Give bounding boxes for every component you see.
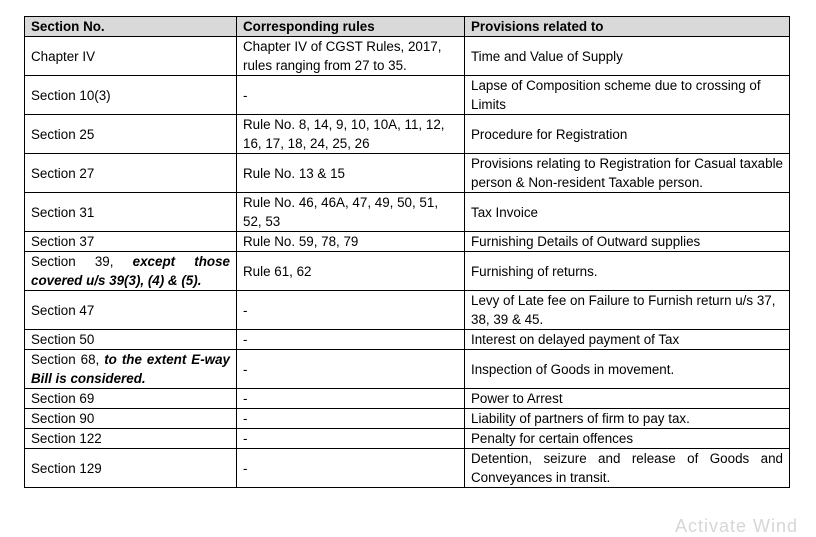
table-row bbox=[25, 76, 790, 115]
section-text: Section 129 bbox=[31, 460, 102, 476]
provisions-cell: Lapse of Composition scheme due to crossing of Limits bbox=[465, 76, 790, 115]
rules-cell: - bbox=[237, 330, 465, 350]
section-text: Section 39, bbox=[31, 254, 114, 269]
header-section-no: Section No. bbox=[25, 17, 237, 37]
section-cell bbox=[25, 154, 237, 193]
section-text: Section 27 bbox=[31, 165, 95, 181]
provisions-cell: Provisions relating to Registration for Casual taxable person & Non-resident Taxable person. bbox=[465, 154, 790, 193]
section-text: Section 90 bbox=[31, 411, 95, 426]
rules-cell: - bbox=[237, 449, 465, 488]
table-row bbox=[25, 409, 790, 429]
table-row bbox=[25, 37, 790, 76]
table-row bbox=[25, 115, 790, 154]
section-qualifier: to the extent E-way Bill is considered. bbox=[31, 352, 230, 386]
table-body bbox=[25, 37, 790, 488]
table-row bbox=[25, 449, 790, 488]
provisions-cell: Procedure for Registration bbox=[465, 115, 790, 154]
section-qualifier: except those covered u/s 39(3), (4) & (5). bbox=[31, 254, 230, 288]
header-row bbox=[25, 17, 790, 37]
section-text: Section 31 bbox=[31, 204, 95, 220]
table-row bbox=[25, 389, 790, 409]
rules-cell: Rule No. 59, 78, 79 bbox=[237, 232, 465, 252]
rules-cell: Rule 61, 62 bbox=[237, 252, 465, 291]
provisions-cell: Penalty for certain offences bbox=[465, 429, 790, 449]
rules-cell: - bbox=[237, 409, 465, 429]
provisions-cell: Tax Invoice bbox=[465, 193, 790, 232]
table-row bbox=[25, 429, 790, 449]
provisions-cell: Levy of Late fee on Failure to Furnish return u/s 37, 38, 39 & 45. bbox=[465, 291, 790, 330]
rules-cell: Rule No. 8, 14, 9, 10, 10A, 11, 12, 16, 17, 18, 24, 25, 26 bbox=[237, 115, 465, 154]
table-row bbox=[25, 252, 790, 291]
section-text: Section 47 bbox=[31, 302, 95, 318]
section-text: Section 69 bbox=[31, 391, 95, 406]
section-cell bbox=[25, 193, 237, 232]
provisions-cell: Furnishing Details of Outward supplies bbox=[465, 232, 790, 252]
section-cell bbox=[25, 232, 237, 252]
header-corresponding-rules: Corresponding rules bbox=[237, 17, 465, 37]
provisions-cell: Interest on delayed payment of Tax bbox=[465, 330, 790, 350]
section-cell bbox=[25, 76, 237, 115]
header-provisions: Provisions related to bbox=[465, 17, 790, 37]
section-cell bbox=[25, 429, 237, 449]
provisions-cell: Time and Value of Supply bbox=[465, 37, 790, 76]
section-text: Section 122 bbox=[31, 431, 102, 446]
section-cell bbox=[25, 409, 237, 429]
section-cell bbox=[25, 449, 237, 488]
section-text: Section 10(3) bbox=[31, 87, 111, 103]
provisions-cell: Inspection of Goods in movement. bbox=[465, 350, 790, 389]
section-text: Section 25 bbox=[31, 126, 95, 142]
rules-cell: - bbox=[237, 291, 465, 330]
section-text: Section 68, bbox=[31, 352, 100, 367]
table-row bbox=[25, 330, 790, 350]
provisions-cell: Power to Arrest bbox=[465, 389, 790, 409]
section-cell bbox=[25, 330, 237, 350]
table-row bbox=[25, 232, 790, 252]
section-cell bbox=[25, 37, 237, 76]
activation-watermark: Activate Wind bbox=[674, 516, 798, 536]
table-row bbox=[25, 350, 790, 389]
rules-cell: - bbox=[237, 389, 465, 409]
rules-cell: - bbox=[237, 76, 465, 115]
rules-cell: Rule No. 13 & 15 bbox=[237, 154, 465, 193]
table-header bbox=[25, 17, 790, 37]
section-text: Section 50 bbox=[31, 332, 95, 347]
rules-cell: Chapter IV of CGST Rules, 2017, rules ranging from 27 to 35. bbox=[237, 37, 465, 76]
table-row bbox=[25, 291, 790, 330]
rules-cell: - bbox=[237, 429, 465, 449]
section-cell bbox=[25, 291, 237, 330]
provisions-cell: Detention, seizure and release of Goods and Conveyances in transit. bbox=[465, 449, 790, 488]
provisions-cell: Liability of partners of firm to pay tax. bbox=[465, 409, 790, 429]
section-text: Section 37 bbox=[31, 234, 95, 249]
rules-cell: - bbox=[237, 350, 465, 389]
section-cell bbox=[25, 389, 237, 409]
table-row bbox=[25, 193, 790, 232]
table-row bbox=[25, 154, 790, 193]
section-text: Chapter IV bbox=[31, 48, 96, 64]
gst-sections-table bbox=[24, 16, 790, 488]
rules-cell: Rule No. 46, 46A, 47, 49, 50, 51, 52, 53 bbox=[237, 193, 465, 232]
provisions-cell: Furnishing of returns. bbox=[465, 252, 790, 291]
section-cell bbox=[25, 350, 237, 389]
section-cell bbox=[25, 252, 237, 291]
section-cell bbox=[25, 115, 237, 154]
